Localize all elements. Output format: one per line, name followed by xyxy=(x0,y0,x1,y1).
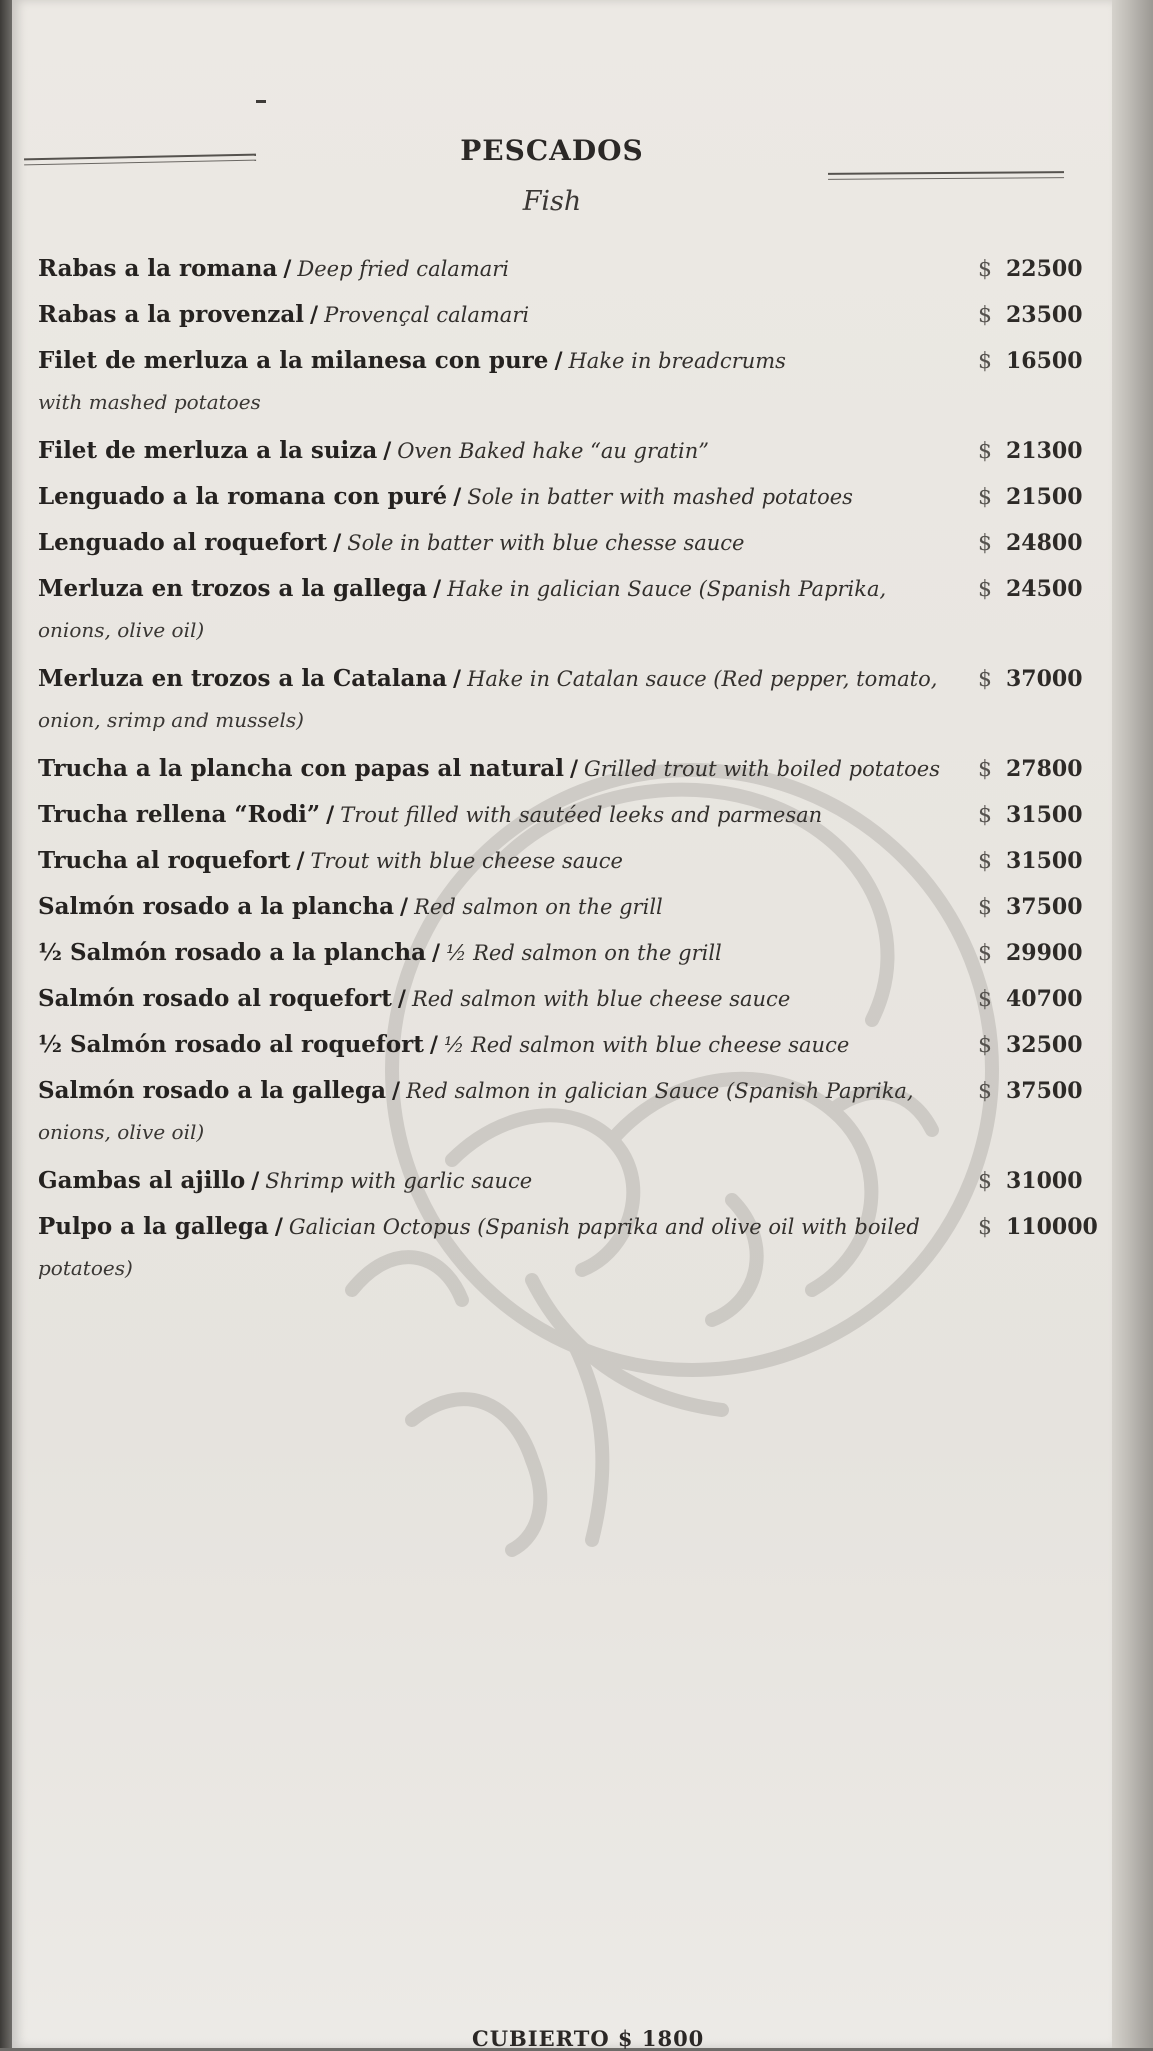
price-value: 24800 xyxy=(1006,530,1083,556)
currency-symbol: $ xyxy=(978,531,992,556)
menu-item-description: Red salmon in galician Sauce (Spanish Paprika, xyxy=(406,1079,914,1103)
menu-item-line xyxy=(38,792,1128,838)
price-value: 31500 xyxy=(1006,802,1083,828)
menu-item-price xyxy=(978,520,1083,566)
menu-item-line xyxy=(38,566,1128,612)
menu-item-line xyxy=(38,338,1128,384)
menu-item-name: Lenguado al roquefort xyxy=(38,529,328,556)
menu-item-name: Lenguado a la romana con puré xyxy=(38,483,448,510)
menu-item xyxy=(38,1204,1128,1294)
price-value: 37500 xyxy=(1006,894,1083,920)
menu-item-price xyxy=(978,1068,1083,1114)
currency-symbol: $ xyxy=(978,577,992,602)
menu-item-line xyxy=(38,930,1128,976)
menu-item-description-continued: onions, olive oil) xyxy=(38,618,205,642)
price-value: 29900 xyxy=(1006,940,1083,966)
menu-item-price xyxy=(978,838,1083,884)
menu-item-line xyxy=(38,474,1128,520)
section-subtitle: Fish xyxy=(522,186,582,217)
menu-item-description: Trout with blue cheese sauce xyxy=(310,849,623,873)
menu-item-description: Hake in galician Sauce (Spanish Paprika, xyxy=(447,577,887,601)
name-description-separator: / xyxy=(433,576,442,602)
currency-symbol: $ xyxy=(978,303,992,328)
menu-item-price xyxy=(978,1204,1098,1250)
menu-item-line xyxy=(38,520,1128,566)
menu-item-description-continued: with mashed potatoes xyxy=(38,390,261,414)
menu-item xyxy=(38,520,1128,566)
menu-item-description: ½ Red salmon on the grill xyxy=(446,941,722,965)
menu-item-list xyxy=(38,246,1128,1294)
menu-item xyxy=(38,656,1128,746)
menu-item-name: Rabas a la provenzal xyxy=(38,301,305,328)
menu-item xyxy=(38,292,1128,338)
menu-item-name: Filet de merluza a la suiza xyxy=(38,437,378,464)
menu-item-description-continued: potatoes) xyxy=(38,1256,133,1280)
menu-item-name: Merluza en trozos a la gallega xyxy=(38,575,428,602)
menu-item-line xyxy=(38,428,1128,474)
menu-item-name: Filet de merluza a la milanesa con pure xyxy=(38,347,549,374)
menu-item-description: Galician Octopus (Spanish paprika and olive oil with boiled xyxy=(288,1215,920,1239)
price-value: 37000 xyxy=(1006,666,1083,692)
menu-item-name: Trucha a la plancha con papas al natural xyxy=(38,755,564,782)
menu-item xyxy=(38,1022,1128,1068)
menu-item-price xyxy=(978,746,1083,792)
currency-symbol: $ xyxy=(978,895,992,920)
menu-item xyxy=(38,792,1128,838)
menu-item-price xyxy=(978,474,1083,520)
menu-item xyxy=(38,338,1128,428)
name-description-separator: / xyxy=(453,666,462,692)
menu-item-price xyxy=(978,246,1083,292)
menu-item-line xyxy=(38,976,1128,1022)
currency-symbol: $ xyxy=(978,1079,992,1104)
menu-item-name: Merluza en trozos a la Catalana xyxy=(38,665,448,692)
currency-symbol: $ xyxy=(978,1215,992,1240)
name-description-separator: / xyxy=(432,940,441,966)
cover-charge: CUBIERTO $ 1800 xyxy=(472,2026,705,2051)
menu-item xyxy=(38,976,1128,1022)
price-value: 23500 xyxy=(1006,302,1083,328)
menu-item-price xyxy=(978,428,1083,474)
menu-item-description: Sole in batter with blue chesse sauce xyxy=(347,531,745,555)
menu-item-line xyxy=(38,292,1128,338)
menu-item-line xyxy=(38,1068,1128,1114)
name-description-separator: / xyxy=(397,986,406,1012)
currency-symbol: $ xyxy=(978,439,992,464)
menu-item-price xyxy=(978,292,1083,338)
name-description-separator: / xyxy=(326,802,335,828)
currency-symbol: $ xyxy=(978,803,992,828)
price-value: 31500 xyxy=(1006,848,1083,874)
menu-item-description: Hake in breadcrums xyxy=(568,349,786,373)
name-description-separator: / xyxy=(333,530,342,556)
menu-item-line xyxy=(38,1158,1128,1204)
currency-symbol: $ xyxy=(978,667,992,692)
name-description-separator: / xyxy=(251,1168,260,1194)
price-value: 21300 xyxy=(1006,438,1083,464)
menu-item-description: Shrimp with garlic sauce xyxy=(265,1169,533,1193)
menu-item-description: Red salmon with blue cheese sauce xyxy=(411,987,791,1011)
menu-item-line xyxy=(38,246,1128,292)
ink-speck xyxy=(256,100,266,103)
menu-item-price xyxy=(978,976,1083,1022)
menu-item-line xyxy=(38,656,1128,702)
name-description-separator: / xyxy=(283,256,292,282)
menu-item-price xyxy=(978,656,1083,702)
menu-item-description: Sole in batter with mashed potatoes xyxy=(467,485,853,509)
price-value: 16500 xyxy=(1006,348,1083,374)
menu-item xyxy=(38,1158,1128,1204)
menu-page xyxy=(12,0,1112,2051)
price-value: 32500 xyxy=(1006,1032,1083,1058)
price-value: 37500 xyxy=(1006,1078,1083,1104)
menu-item-description: Oven Baked hake “au gratin” xyxy=(397,439,709,463)
menu-item-name: Trucha rellena “Rodi” xyxy=(38,801,321,828)
header-rule-right xyxy=(828,171,1064,175)
currency-symbol: $ xyxy=(978,1169,992,1194)
price-value: 31000 xyxy=(1006,1168,1083,1194)
name-description-separator: / xyxy=(392,1078,401,1104)
menu-item-name: Trucha al roquefort xyxy=(38,847,291,874)
menu-item-description: Deep fried calamari xyxy=(297,257,510,281)
menu-item xyxy=(38,1068,1128,1158)
menu-item-name: ½ Salmón rosado al roquefort xyxy=(38,1031,424,1058)
name-description-separator: / xyxy=(569,756,578,782)
menu-item-price xyxy=(978,566,1083,612)
menu-item-name: Salmón rosado al roquefort xyxy=(38,985,392,1012)
price-value: 24500 xyxy=(1006,576,1083,602)
currency-symbol: $ xyxy=(978,349,992,374)
menu-item xyxy=(38,884,1128,930)
price-value: 22500 xyxy=(1006,256,1083,282)
menu-item-description: Hake in Catalan sauce (Red pepper, tomato, xyxy=(467,667,938,691)
currency-symbol: $ xyxy=(978,485,992,510)
price-value: 40700 xyxy=(1006,986,1083,1012)
menu-item-description-continued: onions, olive oil) xyxy=(38,1120,205,1144)
currency-symbol: $ xyxy=(978,757,992,782)
menu-item-line xyxy=(38,746,1128,792)
name-description-separator: / xyxy=(400,894,409,920)
name-description-separator: / xyxy=(310,302,319,328)
menu-item-name: Gambas al ajillo xyxy=(38,1167,246,1194)
menu-item-name: Salmón rosado a la plancha xyxy=(38,893,395,920)
price-value: 21500 xyxy=(1006,484,1083,510)
name-description-separator: / xyxy=(383,438,392,464)
menu-item xyxy=(38,474,1128,520)
menu-item-price xyxy=(978,930,1083,976)
menu-item-description: Grilled trout with boiled potatoes xyxy=(583,757,940,781)
menu-item-price xyxy=(978,1022,1083,1068)
menu-item-price xyxy=(978,1158,1083,1204)
price-value: 110000 xyxy=(1006,1214,1098,1240)
section-title: PESCADOS xyxy=(460,134,644,167)
price-value: 27800 xyxy=(1006,756,1083,782)
name-description-separator: / xyxy=(429,1032,438,1058)
menu-item-name: ½ Salmón rosado a la plancha xyxy=(38,939,427,966)
menu-item xyxy=(38,428,1128,474)
menu-item-name: Pulpo a la gallega xyxy=(38,1213,269,1240)
menu-item-description: Provençal calamari xyxy=(324,303,530,327)
menu-item-price xyxy=(978,338,1083,384)
currency-symbol: $ xyxy=(978,941,992,966)
menu-item-line xyxy=(38,1022,1128,1068)
name-description-separator: / xyxy=(296,848,305,874)
currency-symbol: $ xyxy=(978,257,992,282)
menu-item-description-continued: onion, srimp and mussels) xyxy=(38,708,304,732)
menu-item xyxy=(38,246,1128,292)
currency-symbol: $ xyxy=(978,987,992,1012)
menu-item-line xyxy=(38,884,1128,930)
name-description-separator: / xyxy=(453,484,462,510)
menu-item-line xyxy=(38,1204,1128,1250)
menu-item xyxy=(38,838,1128,884)
menu-item-description: Trout filled with sautéed leeks and parmesan xyxy=(340,803,823,827)
currency-symbol: $ xyxy=(978,849,992,874)
menu-item-name: Salmón rosado a la gallega xyxy=(38,1077,387,1104)
menu-item-description: ½ Red salmon with blue cheese sauce xyxy=(443,1033,850,1057)
menu-item-line xyxy=(38,838,1128,884)
menu-item-price xyxy=(978,792,1083,838)
menu-item-description: Red salmon on the grill xyxy=(414,895,663,919)
menu-item xyxy=(38,930,1128,976)
menu-item-price xyxy=(978,884,1083,930)
menu-item xyxy=(38,746,1128,792)
menu-item-name: Rabas a la romana xyxy=(38,255,278,282)
name-description-separator: / xyxy=(274,1214,283,1240)
menu-item xyxy=(38,566,1128,656)
currency-symbol: $ xyxy=(978,1033,992,1058)
name-description-separator: / xyxy=(554,348,563,374)
